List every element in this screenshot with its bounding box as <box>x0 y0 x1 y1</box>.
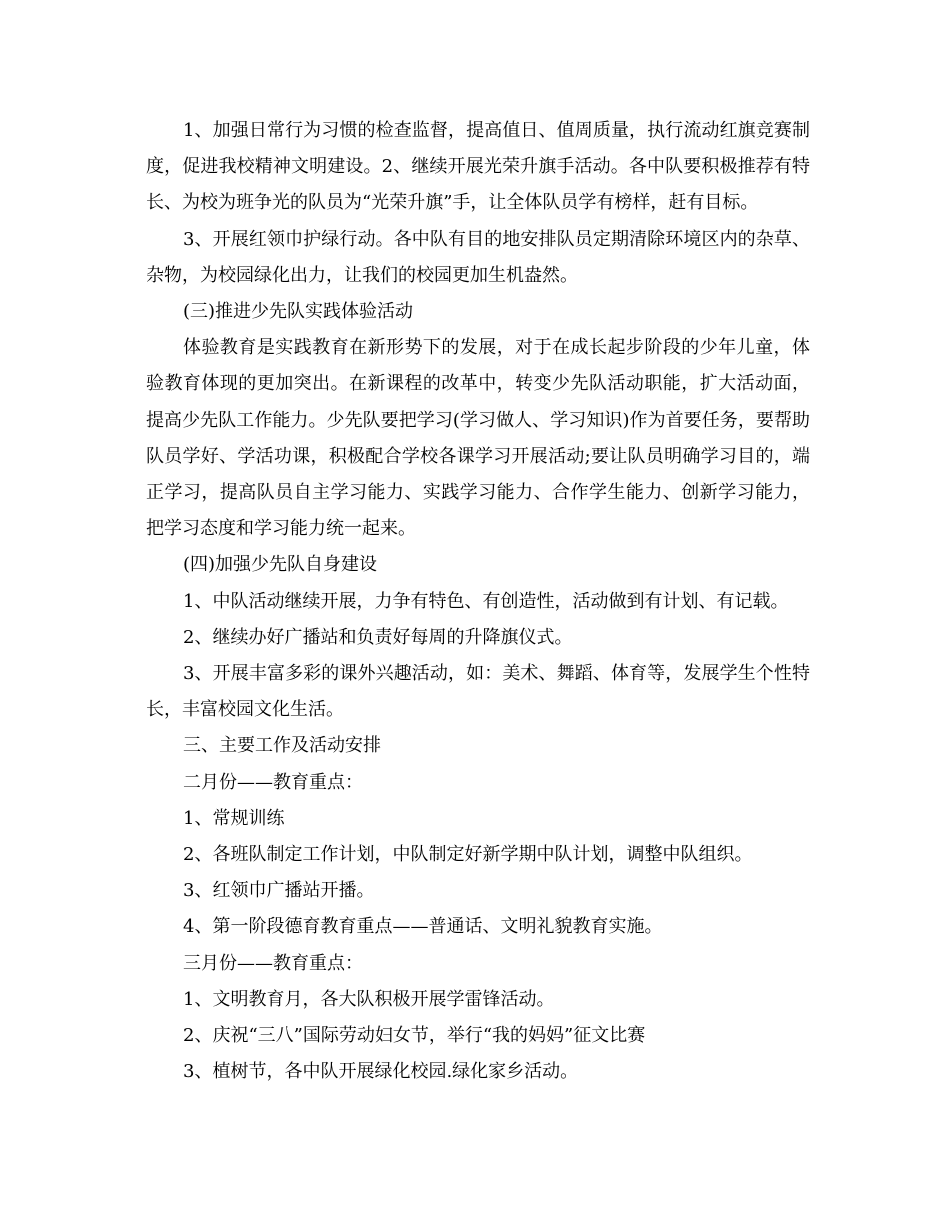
section-heading-practice-experience: (三)推进少先队实践体验活动 <box>183 301 414 323</box>
list-item-civility-month: 1、文明教育月，各大队积极开展学雷锋活动。 <box>183 988 555 1010</box>
section-heading-self-construction: (四)加强少先队自身建设 <box>183 554 378 576</box>
list-item-work-plan: 2、各班队制定工作计划，中队制定好新学期中队计划，调整中队组织。 <box>183 844 753 866</box>
list-item-interest-activities: 3、开展丰富多彩的课外兴趣活动，如：美术、舞蹈、体育等，发展学生个性特长，丰富校园文化生活。 <box>146 663 810 721</box>
document-body <box>146 113 810 1090</box>
section-heading-main-work: 三、主要工作及活动安排 <box>183 735 381 757</box>
paragraph-experience-education: 体验教育是实践教育在新形势下的发展，对于在成长起步阶段的少年儿童，体验教育体现的更加突出。在新课程的改革中，转变少先队活动职能，扩大活动面，提高少先队工作能力。少先队要把学习(学习做人、学习知识)作为首要任务，要帮助队员学好、学活功课，积极配合学校各课学习开展活动;要让队员明确学习目的，端正学习，提高队员自主学习能力、实践学习能力、合作学生能力、创新学习能力，把学习态度和学习能力统一起来。 <box>146 337 810 540</box>
list-item-squad-activities: 1、中队活动继续开展，力争有特色、有创造性，活动做到有计划、有记载。 <box>183 590 789 612</box>
list-item-moral-education: 4、第一阶段德育教育重点——普通话、文明礼貌教育实施。 <box>183 916 663 938</box>
list-item-broadcast-station: 2、继续办好广播站和负责好每周的升降旗仪式。 <box>183 626 573 648</box>
month-heading-march: 三月份——教育重点： <box>183 952 363 974</box>
paragraph-routine-supervision: 1、加强日常行为习惯的检查监督，提高值日、值周质量，执行流动红旗竞赛制度，促进我校精神文明建设。2、继续开展光荣升旗手活动。各中队要积极推荐有特长、为校为班争光的队员为“光荣升旗”手，让全体队员学有榜样，赶有目标。 <box>146 120 810 214</box>
paragraph-green-protection: 3、开展红领巾护绿行动。各中队有目的地安排队员定期清除环境区内的杂草、杂物，为校园绿化出力，让我们的校园更加生机盎然。 <box>146 228 810 286</box>
list-item-broadcast-opening: 3、红领巾广播站开播。 <box>183 880 375 902</box>
list-item-arbor-day: 3、植树节，各中队开展绿化校园.绿化家乡活动。 <box>183 1061 579 1083</box>
list-item-routine-training: 1、常规训练 <box>183 807 285 829</box>
list-item-womens-day: 2、庆祝“三八”国际劳动妇女节，举行“我的妈妈”征文比赛 <box>183 1025 646 1047</box>
month-heading-february: 二月份——教育重点： <box>183 771 363 793</box>
